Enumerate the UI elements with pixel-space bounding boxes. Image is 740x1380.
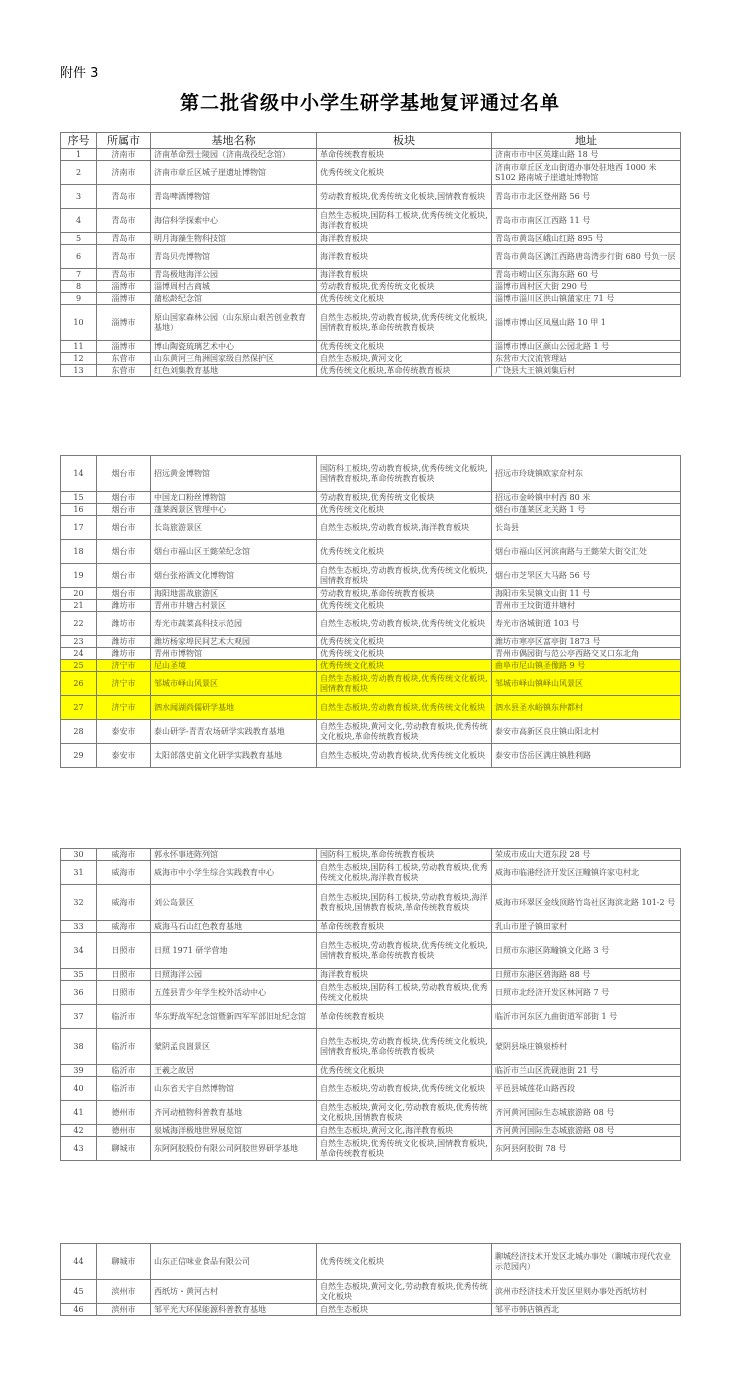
table-row <box>61 1101 681 1125</box>
cell-addr: 寿光市洛城街道 103 号 <box>492 612 681 636</box>
cell-cat: 优秀传统文化板块 <box>317 540 492 564</box>
table-row <box>61 365 681 377</box>
table-row <box>61 149 681 161</box>
table-row <box>61 588 681 600</box>
cell-city: 济南市 <box>97 149 151 161</box>
table-row <box>61 516 681 540</box>
cell-city: 临沂市 <box>97 1065 151 1077</box>
cell-addr: 东阿县阿胶街 78 号 <box>492 1137 681 1161</box>
table-row <box>61 1125 681 1137</box>
table-row <box>61 1137 681 1161</box>
table-row <box>61 933 681 969</box>
cell-city: 德州市 <box>97 1125 151 1137</box>
cell-city: 德州市 <box>97 1101 151 1125</box>
cell-name: 齐河动植物科普教育基地 <box>151 1101 317 1125</box>
document-title: 第二批省级中小学生研学基地复评通过名单 <box>179 92 560 114</box>
cell-city: 潍坊市 <box>97 600 151 612</box>
cell-addr: 济南市市中区英雄山路 18 号 <box>492 149 681 161</box>
cell-city: 济南市 <box>97 161 151 185</box>
cell-city: 淄博市 <box>97 281 151 293</box>
cell-seq: 8 <box>61 281 97 293</box>
table-row <box>61 269 681 281</box>
cell-name: 青岛极地海洋公园 <box>151 269 317 281</box>
attachment-label: 附件 3 <box>60 66 99 81</box>
cell-seq: 13 <box>61 365 97 377</box>
cell-cat: 优秀传统文化板块 <box>317 1065 492 1077</box>
cell-seq: 25 <box>61 660 97 672</box>
cell-cat: 自然生态板块,劳动教育板块,优秀传统文化板块,国情教育板块,革命传统教育板块 <box>317 933 492 969</box>
cell-addr: 海阳市朱吴镇文山街 11 号 <box>492 588 681 600</box>
table-row <box>61 456 681 492</box>
cell-name: 中国龙口粉丝博物馆 <box>151 492 317 504</box>
cell-name: 华东野战军纪念馆暨新四军军部旧址纪念馆 <box>151 1005 317 1029</box>
table-row <box>61 233 681 245</box>
cell-city: 日照市 <box>97 969 151 981</box>
cell-cat: 优秀传统文化板块 <box>317 161 492 185</box>
cell-seq: 16 <box>61 504 97 516</box>
cell-name: 淄博周村古商城 <box>151 281 317 293</box>
cell-seq: 40 <box>61 1077 97 1101</box>
cell-seq: 10 <box>61 305 97 341</box>
cell-city: 济宁市 <box>97 660 151 672</box>
cell-cat: 劳动教育板块,优秀传统文化板块,国情教育板块 <box>317 185 492 209</box>
cell-name: 郭永怀事迹陈列馆 <box>151 849 317 861</box>
cell-name: 红色刘集教育基地 <box>151 365 317 377</box>
cell-city: 青岛市 <box>97 269 151 281</box>
cell-name: 潍坊杨家埠民间艺术大观园 <box>151 636 317 648</box>
cell-cat: 劳动教育板块,优秀传统文化板块 <box>317 281 492 293</box>
table-row <box>61 185 681 209</box>
cell-cat: 优秀传统文化板块 <box>317 600 492 612</box>
cell-cat: 自然生态板块,黄河文化,劳动教育板块,优秀传统文化板块,革命传统教育板块 <box>317 720 492 744</box>
cell-seq: 12 <box>61 353 97 365</box>
table-row <box>61 564 681 588</box>
cell-cat: 海洋教育板块 <box>317 969 492 981</box>
cell-addr: 日照市东港区碧海路 88 号 <box>492 969 681 981</box>
cell-addr: 曲阜市尼山镇圣像路 9 号 <box>492 660 681 672</box>
cell-name: 烟台张裕酒文化博物馆 <box>151 564 317 588</box>
cell-seq: 32 <box>61 885 97 921</box>
cell-seq: 17 <box>61 516 97 540</box>
cell-city: 济宁市 <box>97 696 151 720</box>
cell-seq: 29 <box>61 744 97 768</box>
cell-city: 淄博市 <box>97 305 151 341</box>
cell-name: 蓬莱阁景区管理中心 <box>151 504 317 516</box>
cell-addr: 平邑县城莲花山路西段 <box>492 1077 681 1101</box>
table-row <box>61 720 681 744</box>
cell-city: 威海市 <box>97 849 151 861</box>
cell-name: 邹平光大环保能源科普教育基地 <box>151 1304 317 1316</box>
cell-seq: 14 <box>61 456 97 492</box>
cell-addr: 齐河黄河国际生态城旅游路 08 号 <box>492 1101 681 1125</box>
cell-addr: 蒙阴县垛庄镇泉桥村 <box>492 1029 681 1065</box>
table-row <box>61 696 681 720</box>
cell-seq: 24 <box>61 648 97 660</box>
cell-seq: 23 <box>61 636 97 648</box>
table-row <box>61 672 681 696</box>
cell-city: 烟台市 <box>97 588 151 600</box>
cell-seq: 5 <box>61 233 97 245</box>
cell-city: 滨州市 <box>97 1280 151 1304</box>
table-row <box>61 1065 681 1077</box>
cell-name: 东阿阿胶股份有限公司阿胶世界研学基地 <box>151 1137 317 1161</box>
cell-cat: 自然生态板块,劳动教育板块,优秀传统文化板块,国情教育板块 <box>317 564 492 588</box>
cell-cat: 自然生态板块,劳动教育板块,优秀传统文化板块 <box>317 612 492 636</box>
table-row <box>61 540 681 564</box>
cell-seq: 44 <box>61 1244 97 1280</box>
cell-cat: 优秀传统文化板块 <box>317 1244 492 1280</box>
cell-cat: 革命传统教育板块 <box>317 921 492 933</box>
cell-city: 聊城市 <box>97 1137 151 1161</box>
cell-name: 青岛啤酒博物馆 <box>151 185 317 209</box>
cell-addr: 泰安市高新区良庄镇山阳北村 <box>492 720 681 744</box>
table-section-3 <box>60 848 681 1161</box>
cell-addr: 广饶县大王镇刘集后村 <box>492 365 681 377</box>
table-section-4 <box>60 1243 681 1316</box>
cell-city: 临沂市 <box>97 1005 151 1029</box>
cell-city: 烟台市 <box>97 492 151 504</box>
cell-addr: 临沂市河东区九曲街道军部街 1 号 <box>492 1005 681 1029</box>
cell-addr: 聊城经济技术开发区北城办事处（聊城市现代农业示范园内） <box>492 1244 681 1280</box>
cell-seq: 27 <box>61 696 97 720</box>
cell-cat: 自然生态板块,劳动教育板块,优秀传统文化板块,国情教育板块 <box>317 672 492 696</box>
cell-addr: 淄博市周村区大街 290 号 <box>492 281 681 293</box>
cell-addr: 青州市偶园街与范公亭西路交叉口东北角 <box>492 648 681 660</box>
cell-seq: 4 <box>61 209 97 233</box>
cell-name: 济南革命烈士陵园（济南战役纪念馆） <box>151 149 317 161</box>
cell-cat: 革命传统教育板块 <box>317 1005 492 1029</box>
cell-cat: 自然生态板块,国防科工板块,劳动教育板块,优秀传统文化板块,海洋教育板块 <box>317 861 492 885</box>
cell-city: 青岛市 <box>97 233 151 245</box>
cell-cat: 自然生态板块,劳动教育板块,优秀传统文化板块 <box>317 1077 492 1101</box>
cell-cat: 自然生态板块,国防科工板块,劳动教育板块,优秀传统文化板块 <box>317 981 492 1005</box>
cell-seq: 38 <box>61 1029 97 1065</box>
cell-cat: 优秀传统文化板块,革命传统教育板块 <box>317 365 492 377</box>
cell-seq: 1 <box>61 149 97 161</box>
table-row <box>61 1029 681 1065</box>
cell-name: 山东正信味业食品有限公司 <box>151 1244 317 1280</box>
cell-cat: 海洋教育板块 <box>317 269 492 281</box>
cell-name: 日照海洋公园 <box>151 969 317 981</box>
cell-seq: 19 <box>61 564 97 588</box>
cell-city: 威海市 <box>97 885 151 921</box>
cell-addr: 青岛市市南区江西路 11 号 <box>492 209 681 233</box>
cell-name: 威海市中小学生综合实践教育中心 <box>151 861 317 885</box>
cell-seq: 35 <box>61 969 97 981</box>
cell-name: 明月海藻生物科技馆 <box>151 233 317 245</box>
table-row <box>61 293 681 305</box>
cell-name: 太阳部落史前文化研学实践教育基地 <box>151 744 317 768</box>
cell-addr: 泗水县圣水峪镇东仲都村 <box>492 696 681 720</box>
cell-addr: 邹城市峄山镇峄山风景区 <box>492 672 681 696</box>
cell-city: 潍坊市 <box>97 648 151 660</box>
cell-addr: 长岛县 <box>492 516 681 540</box>
cell-name: 刘公岛景区 <box>151 885 317 921</box>
cell-city: 东营市 <box>97 353 151 365</box>
table-row <box>61 161 681 185</box>
cell-seq: 46 <box>61 1304 97 1316</box>
table-row <box>61 861 681 885</box>
cell-seq: 21 <box>61 600 97 612</box>
cell-name: 海阳地雷战旅游区 <box>151 588 317 600</box>
cell-cat: 劳动教育板块,革命传统教育板块 <box>317 588 492 600</box>
table-row <box>61 600 681 612</box>
cell-addr: 乳山市崖子镇田家村 <box>492 921 681 933</box>
cell-addr: 邹平市韩店镇西北 <box>492 1304 681 1316</box>
table-row <box>61 636 681 648</box>
cell-addr: 青岛市黄岛区漓江西路唐岛湾步行街 680 号负一层 <box>492 245 681 269</box>
cell-addr: 青岛市市北区登州路 56 号 <box>492 185 681 209</box>
cell-city: 泰安市 <box>97 720 151 744</box>
cell-city: 威海市 <box>97 921 151 933</box>
cell-name: 原山国家森林公园（山东原山艰苦创业教育基地） <box>151 305 317 341</box>
cell-seq: 31 <box>61 861 97 885</box>
cell-name: 尼山圣境 <box>151 660 317 672</box>
cell-city: 东营市 <box>97 365 151 377</box>
cell-seq: 2 <box>61 161 97 185</box>
cell-city: 烟台市 <box>97 516 151 540</box>
cell-seq: 20 <box>61 588 97 600</box>
cell-city: 烟台市 <box>97 540 151 564</box>
cell-name: 山东黄河三角洲国家级自然保护区 <box>151 353 317 365</box>
column-header-seq: 序号 <box>61 133 97 149</box>
table-row <box>61 885 681 921</box>
cell-city: 临沂市 <box>97 1029 151 1065</box>
cell-seq: 30 <box>61 849 97 861</box>
table-row <box>61 504 681 516</box>
cell-city: 威海市 <box>97 861 151 885</box>
cell-city: 青岛市 <box>97 245 151 269</box>
cell-addr: 日照市北经济开发区林河路 7 号 <box>492 981 681 1005</box>
cell-name: 长岛旅游景区 <box>151 516 317 540</box>
cell-cat: 优秀传统文化板块 <box>317 636 492 648</box>
cell-name: 蒲松龄纪念馆 <box>151 293 317 305</box>
cell-city: 烟台市 <box>97 504 151 516</box>
cell-seq: 6 <box>61 245 97 269</box>
cell-seq: 18 <box>61 540 97 564</box>
table-row <box>61 1304 681 1316</box>
table-row <box>61 209 681 233</box>
cell-name: 西纸坊・黄河古村 <box>151 1280 317 1304</box>
cell-cat: 劳动教育板块,优秀传统文化板块 <box>317 492 492 504</box>
column-header-city: 所属市 <box>97 133 151 149</box>
cell-name: 威海马石山红色教育基地 <box>151 921 317 933</box>
cell-name: 青州市博物馆 <box>151 648 317 660</box>
cell-addr: 临沂市兰山区洗砚池街 21 号 <box>492 1065 681 1077</box>
cell-city: 青岛市 <box>97 185 151 209</box>
cell-seq: 3 <box>61 185 97 209</box>
table-row <box>61 1077 681 1101</box>
cell-seq: 39 <box>61 1065 97 1077</box>
cell-addr: 招远市金岭镇中村西 80 米 <box>492 492 681 504</box>
cell-name: 日照 1971 研学营地 <box>151 933 317 969</box>
cell-name: 泰山研学-青青农场研学实践教育基地 <box>151 720 317 744</box>
cell-cat: 自然生态板块,劳动教育板块,海洋教育板块 <box>317 516 492 540</box>
cell-name: 青州市井塘古村景区 <box>151 600 317 612</box>
cell-city: 日照市 <box>97 933 151 969</box>
cell-cat: 自然生态板块,黄河文化,劳动教育板块,优秀传统文化板块,国情教育板块 <box>317 1101 492 1125</box>
cell-name: 泗水闻湖尚儒研学基地 <box>151 696 317 720</box>
cell-cat: 优秀传统文化板块 <box>317 341 492 353</box>
table-section-2 <box>60 455 681 768</box>
cell-cat: 自然生态板块,国防科工板块,劳动教育板块,海洋教育板块,国情教育板块,革命传统教育板块 <box>317 885 492 921</box>
cell-addr: 青岛市黄岛区峨山红路 895 号 <box>492 233 681 245</box>
cell-seq: 41 <box>61 1101 97 1125</box>
cell-seq: 45 <box>61 1280 97 1304</box>
cell-cat: 国防科工板块,革命传统教育板块 <box>317 849 492 861</box>
column-header-cat: 板块 <box>317 133 492 149</box>
cell-seq: 37 <box>61 1005 97 1029</box>
cell-seq: 26 <box>61 672 97 696</box>
cell-addr: 淄博市博山区凤凰山路 10 甲 1 <box>492 305 681 341</box>
cell-addr: 威海市临港经济开发区汪疃镇许家屯村北 <box>492 861 681 885</box>
cell-cat: 优秀传统文化板块 <box>317 660 492 672</box>
cell-city: 聊城市 <box>97 1244 151 1280</box>
table-row <box>61 1005 681 1029</box>
cell-cat: 优秀传统文化板块 <box>317 504 492 516</box>
table-row <box>61 305 681 341</box>
cell-city: 济宁市 <box>97 672 151 696</box>
table-row <box>61 245 681 269</box>
table-header-row <box>61 133 681 149</box>
cell-cat: 自然生态板块,黄河文化 <box>317 353 492 365</box>
table-row <box>61 744 681 768</box>
cell-cat: 优秀传统文化板块 <box>317 648 492 660</box>
cell-cat: 自然生态板块,劳动教育板块,优秀传统文化板块,国情教育板块,革命传统教育板块 <box>317 1029 492 1065</box>
table-row <box>61 492 681 504</box>
cell-seq: 34 <box>61 933 97 969</box>
cell-addr: 青岛市崂山区东海东路 60 号 <box>492 269 681 281</box>
table-row <box>61 1280 681 1304</box>
cell-cat: 自然生态板块,黄河文化,海洋教育板块 <box>317 1125 492 1137</box>
cell-seq: 15 <box>61 492 97 504</box>
cell-seq: 7 <box>61 269 97 281</box>
cell-cat: 国防科工板块,劳动教育板块,优秀传统文化板块,国情教育板块,革命传统教育板块 <box>317 456 492 492</box>
cell-cat: 自然生态板块,劳动教育板块,优秀传统文化板块,国情教育板块,革命传统教育板块 <box>317 305 492 341</box>
cell-addr: 青州市王坟街道井塘村 <box>492 600 681 612</box>
cell-name: 五莲县青少年学生校外活动中心 <box>151 981 317 1005</box>
cell-city: 临沂市 <box>97 1077 151 1101</box>
cell-addr: 齐河黄河国际生态城旅游路 08 号 <box>492 1125 681 1137</box>
cell-cat: 自然生态板块,劳动教育板块,优秀传统文化板块 <box>317 744 492 768</box>
cell-seq: 28 <box>61 720 97 744</box>
table-row <box>61 660 681 672</box>
table-row <box>61 849 681 861</box>
cell-addr: 东营市大汶流管理站 <box>492 353 681 365</box>
cell-name: 蒙阴孟良崮景区 <box>151 1029 317 1065</box>
cell-city: 烟台市 <box>97 456 151 492</box>
cell-seq: 22 <box>61 612 97 636</box>
cell-city: 滨州市 <box>97 1304 151 1316</box>
cell-addr: 淄博市博山区颜山公园北路 1 号 <box>492 341 681 353</box>
cell-seq: 42 <box>61 1125 97 1137</box>
cell-addr: 荣成市成山大道东段 28 号 <box>492 849 681 861</box>
cell-addr: 潍坊市寒亭区富亭街 1873 号 <box>492 636 681 648</box>
cell-addr: 烟台市芝罘区大马路 56 号 <box>492 564 681 588</box>
cell-name: 泉城海洋极地世界展览馆 <box>151 1125 317 1137</box>
table-row <box>61 1244 681 1280</box>
cell-name: 海信科学探索中心 <box>151 209 317 233</box>
table-section-1 <box>60 132 681 377</box>
cell-cat: 自然生态板块,优秀传统文化板块,国情教育板块,革命传统教育板块 <box>317 1137 492 1161</box>
cell-addr: 威海市环翠区金线顶路竹岛社区海滨北路 101-2 号 <box>492 885 681 921</box>
cell-cat: 革命传统教育板块 <box>317 149 492 161</box>
cell-cat: 优秀传统文化板块 <box>317 293 492 305</box>
cell-addr: 济南市章丘区龙山街道办事处驻地西 1000 米 S102 路南城子崖遗址博物馆 <box>492 161 681 185</box>
table-row <box>61 281 681 293</box>
cell-seq: 33 <box>61 921 97 933</box>
table-row <box>61 612 681 636</box>
cell-name: 招远黄金博物馆 <box>151 456 317 492</box>
cell-city: 淄博市 <box>97 341 151 353</box>
cell-addr: 烟台市蓬莱区北关路 1 号 <box>492 504 681 516</box>
cell-addr: 招远市玲珑镇欧家夼村东 <box>492 456 681 492</box>
cell-cat: 自然生态板块 <box>317 1304 492 1316</box>
cell-name: 济南市章丘区城子崖遗址博物馆 <box>151 161 317 185</box>
cell-cat: 自然生态板块,劳动教育板块,优秀传统文化板块 <box>317 696 492 720</box>
cell-cat: 自然生态板块,国防科工板块,优秀传统文化板块,海洋教育板块 <box>317 209 492 233</box>
cell-cat: 自然生态板块,黄河文化,劳动教育板块,优秀传统文化板块 <box>317 1280 492 1304</box>
column-header-addr: 地址 <box>492 133 681 149</box>
cell-name: 寿光市蔬菜高科技示范园 <box>151 612 317 636</box>
column-header-name: 基地名称 <box>151 133 317 149</box>
cell-cat: 海洋教育板块 <box>317 245 492 269</box>
table-row <box>61 981 681 1005</box>
cell-addr: 日照市东港区陈疃镇文化路 3 号 <box>492 933 681 969</box>
cell-city: 潍坊市 <box>97 612 151 636</box>
cell-addr: 烟台市福山区河滨南路与王懿荣大街交汇处 <box>492 540 681 564</box>
cell-name: 邹城市峄山风景区 <box>151 672 317 696</box>
cell-city: 日照市 <box>97 981 151 1005</box>
cell-name: 山东省天宇自然博物馆 <box>151 1077 317 1101</box>
cell-name: 青岛贝壳博物馆 <box>151 245 317 269</box>
cell-name: 王羲之故居 <box>151 1065 317 1077</box>
cell-city: 烟台市 <box>97 564 151 588</box>
cell-name: 烟台市福山区王懿荣纪念馆 <box>151 540 317 564</box>
cell-seq: 9 <box>61 293 97 305</box>
cell-cat: 海洋教育板块 <box>317 233 492 245</box>
cell-addr: 滨州市经济技术开发区里则办事处西纸坊村 <box>492 1280 681 1304</box>
cell-city: 青岛市 <box>97 209 151 233</box>
cell-seq: 36 <box>61 981 97 1005</box>
cell-city: 潍坊市 <box>97 636 151 648</box>
cell-city: 泰安市 <box>97 744 151 768</box>
table-row <box>61 648 681 660</box>
table-row <box>61 353 681 365</box>
table-row <box>61 921 681 933</box>
cell-addr: 泰安市岱岳区满庄镇胜利路 <box>492 744 681 768</box>
table-row <box>61 341 681 353</box>
cell-seq: 11 <box>61 341 97 353</box>
cell-addr: 淄博市淄川区洪山镇蒲家庄 71 号 <box>492 293 681 305</box>
table-row <box>61 969 681 981</box>
cell-city: 淄博市 <box>97 293 151 305</box>
cell-name: 博山陶瓷琉璃艺术中心 <box>151 341 317 353</box>
cell-seq: 43 <box>61 1137 97 1161</box>
